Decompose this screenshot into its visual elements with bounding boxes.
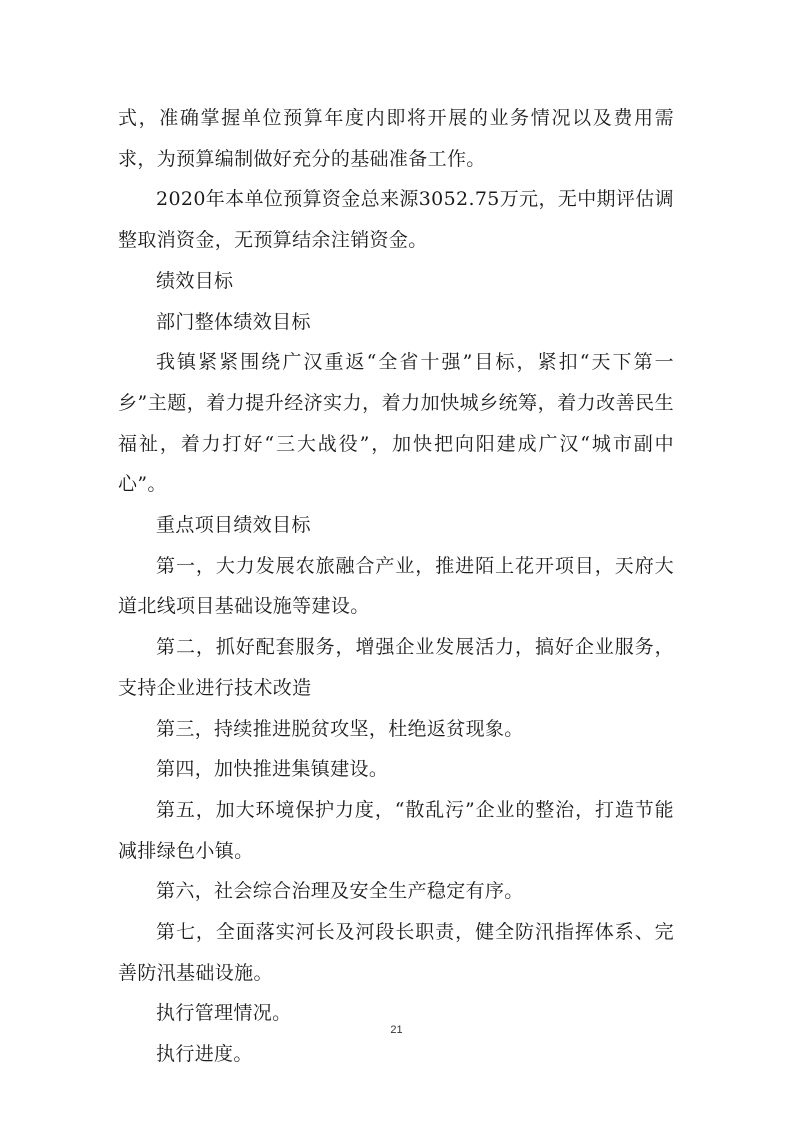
paragraph-budget-total: 2020年本单位预算资金总来源3052.75万元，无中期评估调整取消资金，无预算结余注销资金。: [118, 188, 674, 252]
list-item-fifth: 第五，加大环境保护力度，“散乱污”企业的整治，打造节能减排绿色小镇。: [118, 798, 674, 862]
document-body: [118, 98, 674, 1075]
heading-performance-goals: 绩效目标: [156, 269, 234, 292]
list-item-second: 第二，抓好配套服务，增强企业发展活力，搞好企业服务，支持企业进行技术改造: [118, 636, 674, 699]
list-item-sixth: 第六，社会综合治理及安全生产稳定有序。: [156, 880, 524, 903]
heading-department-goals: 部门整体绩效目标: [156, 310, 311, 333]
page-number: 21: [390, 1024, 403, 1036]
paragraph-department-goals: 我镇紧紧围绕广汉重返“全省十强”目标，紧扣“天下第一乡”主题，着力提升经济实力，着力加快城乡统筹，着力改善民生福祉，着力打好“三大战役”，加快把向阳建成广汉“城市副中心”。: [118, 351, 674, 496]
heading-execution-management: 执行管理情况。: [156, 1002, 292, 1025]
heading-key-project-goals: 重点项目绩效目标: [156, 514, 311, 537]
list-item-seventh: 第七，全面落实河长及河段长职责，健全防汛指挥体系、完善防汛基础设施。: [118, 921, 674, 984]
list-item-third: 第三，持续推进脱贫攻坚，杜绝返贫现象。: [156, 717, 524, 740]
paragraph-continuation: 式，准确掌握单位预算年度内即将开展的业务情况以及费用需求，为预算编制做好充分的基础准备工作。: [118, 107, 674, 170]
heading-execution-progress: 执行进度。: [156, 1043, 253, 1066]
list-item-fourth: 第四，加快推进集镇建设。: [156, 758, 389, 781]
list-item-first: 第一，大力发展农旅融合产业，推进陌上花开项目，天府大道北线项目基础设施等建设。: [118, 554, 674, 618]
